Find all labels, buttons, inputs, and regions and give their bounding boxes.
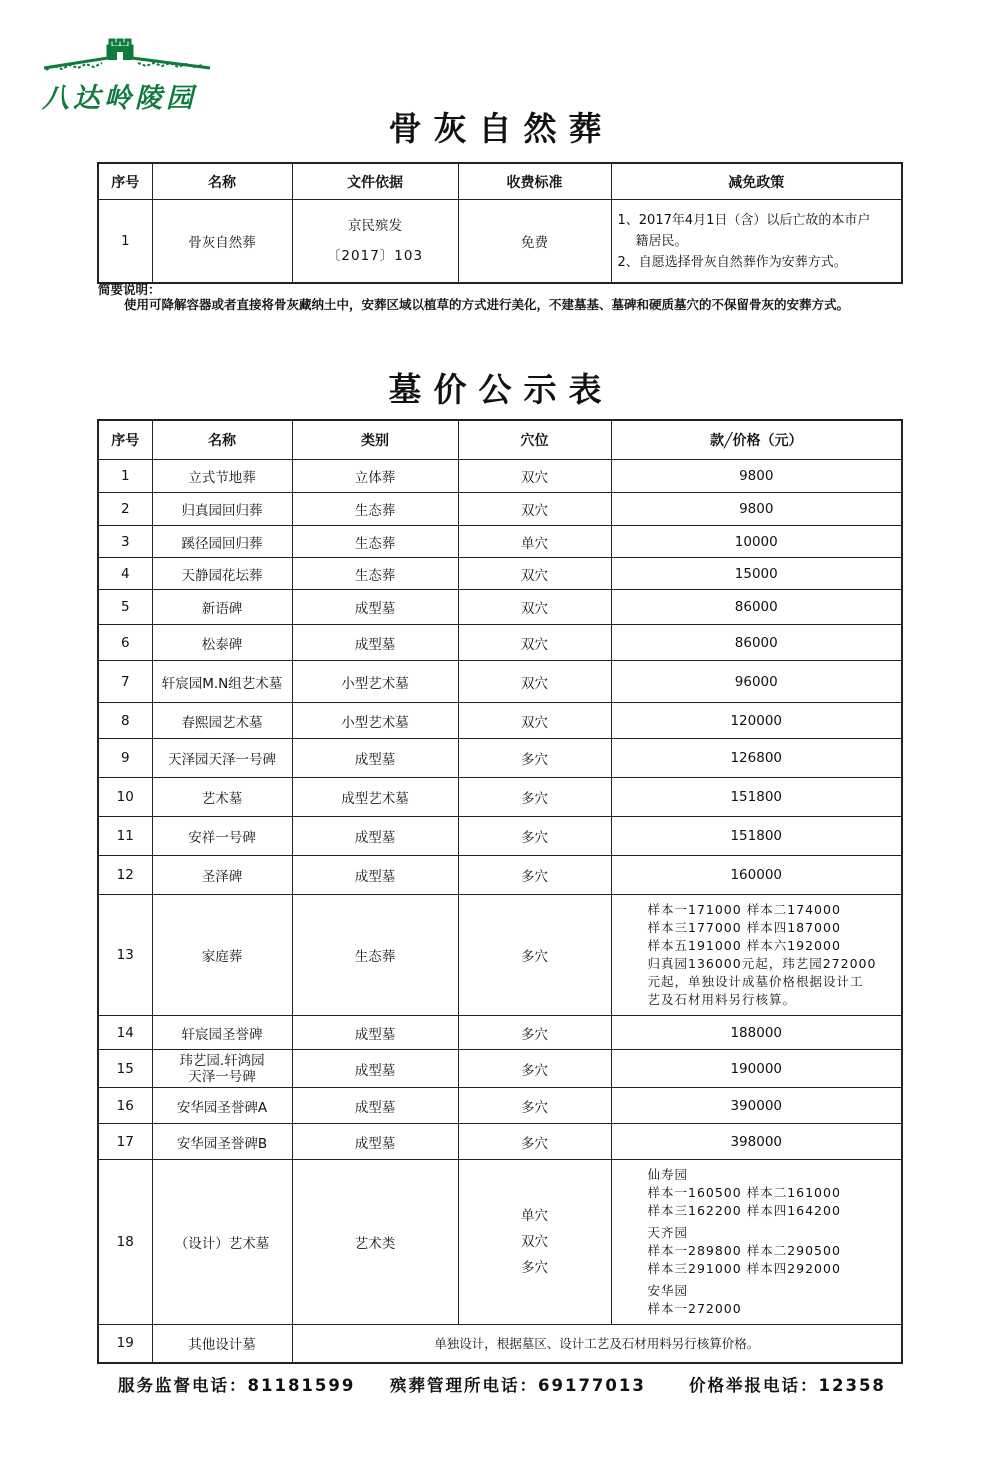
table-row — [98, 661, 902, 703]
header-basis: 文件依据 — [292, 163, 458, 200]
cell-plot: 双穴 — [458, 625, 611, 661]
table-row — [98, 558, 902, 590]
table-row — [98, 200, 902, 284]
cell-name: 艺术墓 — [152, 778, 292, 817]
cell-category: 成型墓 — [292, 1088, 458, 1124]
cell-name: 松泰碑 — [152, 625, 292, 661]
table-row — [98, 1016, 902, 1050]
cell-price: 151800 — [611, 817, 902, 856]
cell-plot: 多穴 — [458, 1124, 611, 1160]
cell-plot: 多穴 — [458, 817, 611, 856]
cell-price: 15000 — [611, 558, 902, 590]
cell-note: 单独设计，根据墓区、设计工艺及石材用料另行核算价格。 — [292, 1325, 902, 1363]
grave-price-table — [97, 419, 903, 1364]
cell-plot: 双穴 — [458, 460, 611, 493]
cell-no: 11 — [98, 817, 152, 856]
table-row — [98, 590, 902, 625]
cell-no: 19 — [98, 1325, 152, 1363]
logo — [42, 36, 212, 114]
policy1-line-a: 1、2017年4月1日（含）以后亡故的本市户 — [617, 212, 871, 228]
cell-price: 96000 — [611, 661, 902, 703]
cell-price: 190000 — [611, 1050, 902, 1088]
cell-no: 4 — [98, 558, 152, 590]
table-row — [98, 625, 902, 661]
remarks-body: 使用可降解容器或者直接将骨灰藏纳土中，安葬区域以植草的方式进行美化，不建墓基、墓碑和硬质墓穴的不保留骨灰的安葬方式。 — [124, 297, 850, 312]
policy2-line: 2、自愿选择骨灰自然葬作为安葬方式。 — [617, 254, 847, 270]
cell-name: 天静园花坛葬 — [152, 558, 292, 590]
cell-plot: 单穴 — [458, 526, 611, 558]
table-row — [98, 739, 902, 778]
logo-text: 八达岭陵园 — [42, 83, 197, 114]
cell-name: 天泽园天泽一号碑 — [152, 739, 292, 778]
price-line: 样本一272000 — [647, 1301, 742, 1316]
cell-plot: 双穴 — [458, 661, 611, 703]
table-row — [98, 856, 902, 895]
cell-plot: 双穴 — [458, 558, 611, 590]
cell-plot: 多穴 — [458, 1088, 611, 1124]
report-phone: 价格举报电话：12358 — [689, 1376, 886, 1395]
cell-no: 6 — [98, 625, 152, 661]
cell-basis — [292, 200, 458, 284]
cell-category: 成型墓 — [292, 1124, 458, 1160]
cell-no: 5 — [98, 590, 152, 625]
cell-name: 归真园回归葬 — [152, 493, 292, 526]
cell-price: 9800 — [611, 460, 902, 493]
cell-plot: 多穴 — [458, 1016, 611, 1050]
cell-plot: 多穴 — [458, 856, 611, 895]
name-line1: 玮艺园.轩鸿园 — [179, 1052, 265, 1069]
cell-fee: 免费 — [458, 200, 611, 284]
cell-name: 安华园圣誉碑B — [152, 1124, 292, 1160]
cell-price: 9800 — [611, 493, 902, 526]
table-row — [98, 817, 902, 856]
cell-category: 成型墓 — [292, 817, 458, 856]
cell-name: 轩宸园M.N组艺术墓 — [152, 661, 292, 703]
table-row — [98, 1160, 902, 1325]
table-row — [98, 526, 902, 558]
table-row — [98, 895, 902, 1016]
cell-name: 安华园圣誉碑A — [152, 1088, 292, 1124]
cell-category: 立体葬 — [292, 460, 458, 493]
cell-plot — [458, 1160, 611, 1325]
cell-no: 1 — [98, 460, 152, 493]
cell-category: 艺术类 — [292, 1160, 458, 1325]
cell-category: 生态葬 — [292, 493, 458, 526]
cell-no: 18 — [98, 1160, 152, 1325]
price-line: 元起，单独设计成墓价格根据设计工 — [647, 974, 864, 989]
header-no: 序号 — [98, 163, 152, 200]
table-row — [98, 1325, 902, 1363]
cell-no: 2 — [98, 493, 152, 526]
cell-no: 17 — [98, 1124, 152, 1160]
price-line: 样本五191000 样本六192000 — [647, 938, 841, 953]
cell-plot: 多穴 — [458, 778, 611, 817]
header-no: 序号 — [98, 420, 152, 460]
cell-no: 13 — [98, 895, 152, 1016]
table-row — [98, 778, 902, 817]
cell-no: 1 — [98, 200, 152, 284]
cell-name: 其他设计墓 — [152, 1325, 292, 1363]
cell-no: 16 — [98, 1088, 152, 1124]
header-category: 类别 — [292, 420, 458, 460]
cell-price: 86000 — [611, 590, 902, 625]
table-row — [98, 493, 902, 526]
cell-name: 轩宸园圣誉碑 — [152, 1016, 292, 1050]
remarks-title: 简要说明： — [98, 282, 161, 297]
cell-name: 家庭葬 — [152, 895, 292, 1016]
cell-no: 9 — [98, 739, 152, 778]
management-phone: 殡葬管理所电话：69177013 — [390, 1376, 646, 1395]
table-row — [98, 703, 902, 739]
price-line: 艺及石材用料另行核算。 — [647, 992, 797, 1007]
cell-name: 新语碑 — [152, 590, 292, 625]
cell-price: 126800 — [611, 739, 902, 778]
header-price: 款╱价格（元） — [611, 420, 902, 460]
cell-policy — [611, 200, 902, 284]
cell-no: 10 — [98, 778, 152, 817]
cell-category: 成型艺术墓 — [292, 778, 458, 817]
cell-price-detail — [611, 1160, 902, 1325]
header-fee: 收费标准 — [458, 163, 611, 200]
cell-price: 120000 — [611, 703, 902, 739]
group-name: 安华园 — [647, 1283, 689, 1298]
supervision-phone: 服务监督电话：81181599 — [118, 1376, 356, 1395]
plot-option: 双穴 — [521, 1234, 548, 1250]
cell-no: 14 — [98, 1016, 152, 1050]
cell-name: 蹊径园回归葬 — [152, 526, 292, 558]
header-policy: 减免政策 — [611, 163, 902, 200]
cell-price: 10000 — [611, 526, 902, 558]
policy1-line-b: 籍居民。 — [635, 233, 688, 249]
plot-option: 单穴 — [521, 1208, 548, 1224]
cell-category: 成型墓 — [292, 739, 458, 778]
group-name: 仙寿园 — [647, 1167, 689, 1182]
table-row — [98, 1088, 902, 1124]
name-line2: 天泽一号碑 — [188, 1068, 256, 1085]
price-line: 归真园136000元起，玮艺园272000 — [647, 956, 877, 971]
price-line: 样本一160500 样本二161000 — [647, 1185, 841, 1200]
header-name: 名称 — [152, 163, 292, 200]
header-plot: 穴位 — [458, 420, 611, 460]
cell-plot: 双穴 — [458, 590, 611, 625]
cell-price: 160000 — [611, 856, 902, 895]
cell-name — [152, 1050, 292, 1088]
cell-price-detail — [611, 895, 902, 1016]
cell-name: 立式节地葬 — [152, 460, 292, 493]
cell-no: 7 — [98, 661, 152, 703]
cell-plot: 多穴 — [458, 739, 611, 778]
cell-category: 生态葬 — [292, 895, 458, 1016]
cell-no: 3 — [98, 526, 152, 558]
cell-price: 398000 — [611, 1124, 902, 1160]
price-line: 样本三177000 样本四187000 — [647, 920, 841, 935]
cell-category: 成型墓 — [292, 590, 458, 625]
cell-plot: 双穴 — [458, 703, 611, 739]
cell-price: 86000 — [611, 625, 902, 661]
cell-price: 188000 — [611, 1016, 902, 1050]
cell-category: 生态葬 — [292, 526, 458, 558]
group-name: 天齐园 — [647, 1225, 689, 1240]
cell-no: 12 — [98, 856, 152, 895]
header-name: 名称 — [152, 420, 292, 460]
table-header-row — [98, 420, 902, 460]
cell-name: 春熙园艺术墓 — [152, 703, 292, 739]
cell-plot: 多穴 — [458, 1050, 611, 1088]
plot-option: 多穴 — [521, 1260, 548, 1276]
cell-price: 390000 — [611, 1088, 902, 1124]
cell-category: 小型艺术墓 — [292, 661, 458, 703]
remarks — [98, 282, 904, 312]
cell-name: 安祥一号碑 — [152, 817, 292, 856]
price-line: 样本三291000 样本四292000 — [647, 1261, 841, 1276]
cell-name: （设计）艺术墓 — [152, 1160, 292, 1325]
cell-category: 成型墓 — [292, 1050, 458, 1088]
cell-category: 成型墓 — [292, 625, 458, 661]
cell-plot: 双穴 — [458, 493, 611, 526]
table-row — [98, 1050, 902, 1088]
natural-burial-table — [97, 162, 903, 284]
price-line: 样本三162200 样本四164200 — [647, 1203, 841, 1218]
price-line: 样本一171000 样本二174000 — [647, 902, 841, 917]
cell-category: 小型艺术墓 — [292, 703, 458, 739]
table-header-row — [98, 163, 902, 200]
table-row — [98, 1124, 902, 1160]
section1-title: 骨灰自然葬 — [388, 109, 614, 148]
section2-title: 墓价公示表 — [388, 370, 614, 409]
cell-price: 151800 — [611, 778, 902, 817]
cell-category: 生态葬 — [292, 558, 458, 590]
table-row — [98, 460, 902, 493]
cell-category: 成型墓 — [292, 856, 458, 895]
price-line: 样本一289800 样本二290500 — [647, 1243, 841, 1258]
cell-no: 8 — [98, 703, 152, 739]
cell-no: 15 — [98, 1050, 152, 1088]
great-wall-logo-icon — [42, 36, 212, 76]
cell-name: 骨灰自然葬 — [152, 200, 292, 284]
cell-name: 圣泽碑 — [152, 856, 292, 895]
basis-line2: 〔2017〕103 — [326, 248, 424, 264]
cell-plot: 多穴 — [458, 895, 611, 1016]
cell-category: 成型墓 — [292, 1016, 458, 1050]
basis-line1: 京民殡发 — [348, 218, 402, 234]
